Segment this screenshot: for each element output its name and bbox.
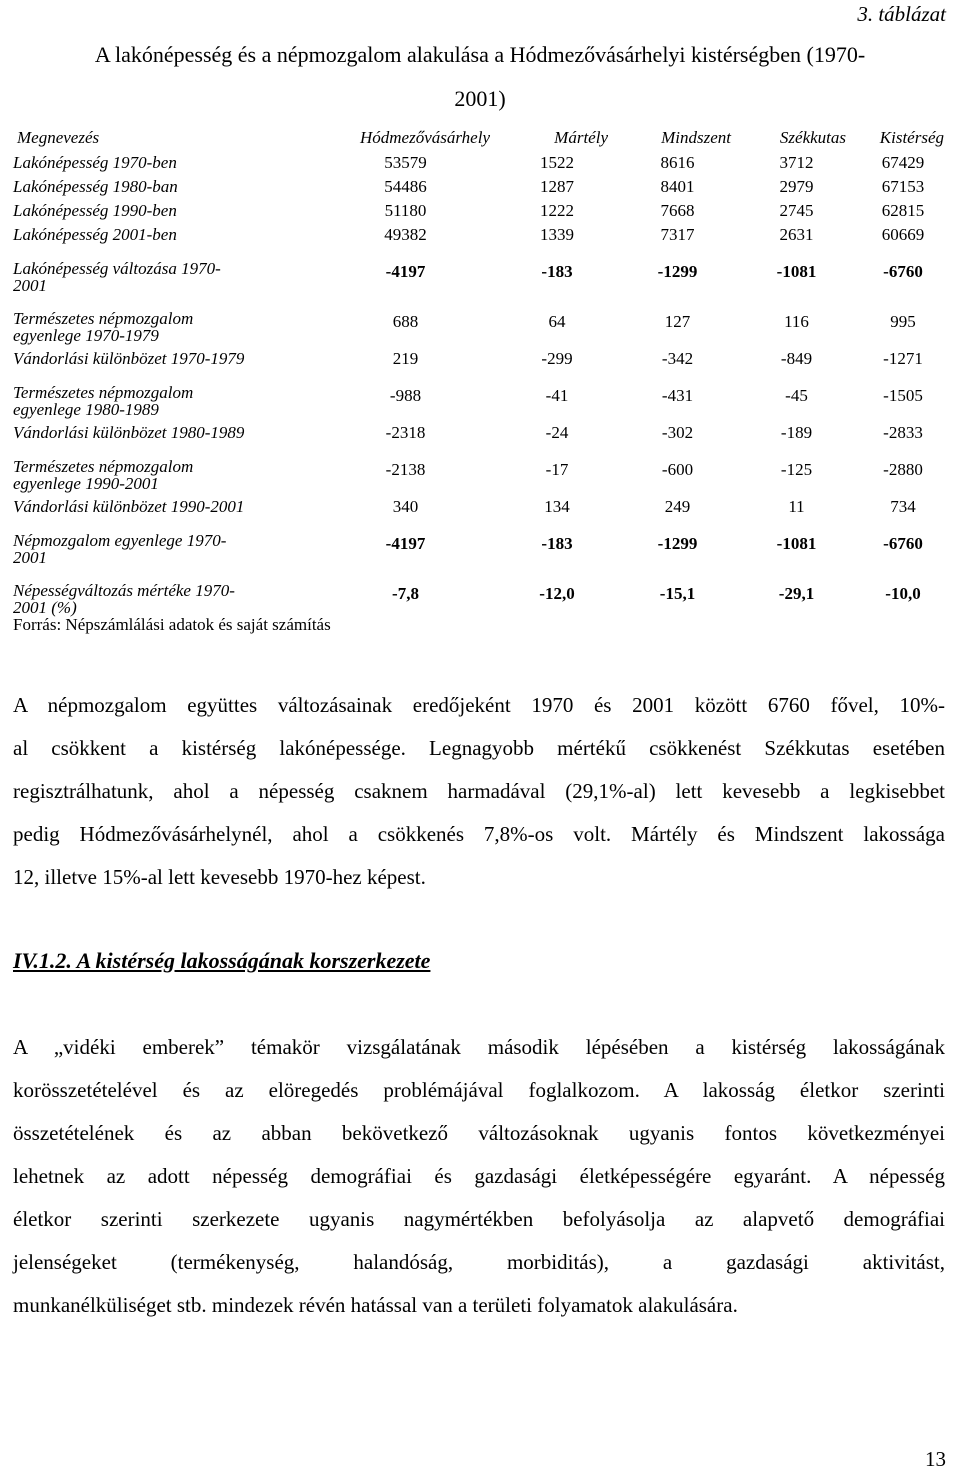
table-row xyxy=(9,174,952,198)
table-cell: 1287 xyxy=(540,176,574,196)
text-line: összetételének és az abban bekövetkező változásoknak ugyanis fontos következményei xyxy=(13,1121,945,1145)
table-cell: -4197 xyxy=(385,261,426,281)
table-cell: 116 xyxy=(784,311,809,331)
table-cell: -29,1 xyxy=(778,583,815,603)
table-cell: -1271 xyxy=(883,348,923,368)
section-heading: IV.1.2. A kistérség lakosságának korszerkezete xyxy=(13,948,431,973)
table-source-note: Forrás: Népszámlálási adatok és saját számítás xyxy=(13,615,331,634)
table-title-line-1: A lakónépesség és a népmozgalom alakulása a Hódmezővásárhelyi kistérségben (1970- xyxy=(94,42,866,67)
table-cell: 340 xyxy=(392,496,419,516)
table-cell: -849 xyxy=(780,348,813,368)
table-cell: 219 xyxy=(392,348,419,368)
row-label: Vándorlási különbözet 1980-1989 xyxy=(13,422,245,442)
table-row xyxy=(9,494,952,518)
table-cell: -6760 xyxy=(883,261,923,281)
row-label: Természetes népmozgalom egyenlege 1970-1979 xyxy=(13,309,194,345)
table-cell: -600 xyxy=(661,459,694,479)
row-label: Lakónépesség változása 1970- 2001 xyxy=(13,259,221,295)
text-line: jelenségeket (termékenység, halandóság, morbiditás), a gazdasági aktivitást, xyxy=(13,1250,945,1274)
table-cell: 67429 xyxy=(881,152,925,172)
table-cell: -125 xyxy=(780,459,813,479)
text-line: al csökkent a kistérség lakónépessége. Legnagyobb mértékű csökkenést Székkutas esetében xyxy=(13,736,945,760)
table-cell: 67153 xyxy=(881,176,925,196)
table-cell: 2745 xyxy=(779,200,814,220)
table-cell: -4197 xyxy=(385,533,426,553)
table-cell: 249 xyxy=(664,496,691,516)
table-cell: -2138 xyxy=(385,459,426,479)
table-cell: 62815 xyxy=(881,200,925,220)
row-label: Lakónépesség 1970-ben xyxy=(13,152,177,172)
table-cell: -299 xyxy=(541,348,573,368)
table-cell: 51180 xyxy=(384,200,427,220)
table-cell: 995 xyxy=(890,311,916,331)
table-cell: -12,0 xyxy=(539,583,575,603)
table-cell: -183 xyxy=(541,261,573,281)
table-cell: -302 xyxy=(661,422,694,442)
table-cell: -1299 xyxy=(657,261,698,281)
text-line: 12, illetve 15%-al lett kevesebb 1970-hez képest. xyxy=(13,865,426,889)
row-label: Vándorlási különbözet 1990-2001 xyxy=(13,496,245,516)
header-cell: Hódmezővásárhely xyxy=(360,127,490,147)
text-line: pedig Hódmezővásárhelynél, ahol a csökkenés 7,8%-os volt. Mártély és Mindszent lakossága xyxy=(13,822,945,846)
table-cell: 2979 xyxy=(779,176,814,196)
table-cell: -10,0 xyxy=(885,583,921,603)
table-cell: -41 xyxy=(545,385,569,405)
text-line: A „vidéki emberek” témakör vizsgálatának második lépésében a kistérség lakosságának xyxy=(13,1035,945,1059)
table-row xyxy=(9,150,952,174)
table-row xyxy=(9,568,952,618)
table-cell: 7317 xyxy=(660,224,695,244)
table-cell: 64 xyxy=(548,311,566,331)
header-cell: Mindszent xyxy=(661,127,731,147)
table-row xyxy=(9,518,952,568)
table-cell: 134 xyxy=(544,496,570,516)
table-row xyxy=(9,198,952,222)
text-line: munkanélküliséget stb. mindezek révén hatással van a területi folyamatok alakulására. xyxy=(13,1293,738,1317)
paragraph-population-change xyxy=(13,684,945,899)
paragraph-age-structure xyxy=(13,1026,945,1327)
table-cell: 127 xyxy=(664,311,691,331)
table-header-row xyxy=(9,124,952,150)
table-row xyxy=(9,346,952,370)
page-number: 13 xyxy=(925,1447,946,1471)
table-cell: -2318 xyxy=(385,422,426,442)
table-cell: -988 xyxy=(389,385,422,405)
table-cell: 688 xyxy=(392,311,419,331)
table-cell: 8401 xyxy=(660,176,695,196)
text-line: lehetnek az adott népesség demográfiai és gazdasági életképességére egyaránt. A népesség xyxy=(13,1164,945,1188)
table-row xyxy=(9,420,952,444)
table-cell: 53579 xyxy=(384,152,427,172)
row-label: Lakónépesség 2001-ben xyxy=(13,224,177,244)
table-row xyxy=(9,444,952,494)
population-table xyxy=(9,124,952,618)
header-cell: Megnevezés xyxy=(17,127,100,147)
row-label: Természetes népmozgalom egyenlege 1990-2001 xyxy=(13,457,194,493)
text-line: életkor szerinti szerkezete ugyanis nagymértékben befolyásolja az alapvető demográfiai xyxy=(13,1207,945,1231)
table-cell: -15,1 xyxy=(659,583,696,603)
table-cell: 2631 xyxy=(779,224,814,244)
row-label: Népmozgalom egyenlege 1970- 2001 xyxy=(13,531,227,567)
text-line: korösszetételével és az elöregedés problémájával foglalkozom. A lakosság életkor szerinti xyxy=(13,1078,945,1102)
row-label: Lakónépesség 1980-ban xyxy=(13,176,178,196)
table-cell: -189 xyxy=(780,422,813,442)
table-cell: -1299 xyxy=(657,533,698,553)
header-cell: Kistérség xyxy=(879,127,944,147)
table-title-line-2: 2001) xyxy=(454,86,506,111)
table-row xyxy=(9,222,952,246)
table-cell: -1505 xyxy=(883,385,923,405)
table-cell: -45 xyxy=(785,385,808,405)
row-label: Népességváltozás mértéke 1970- 2001 (%) xyxy=(13,581,235,617)
table-label: 3. táblázat xyxy=(857,2,946,26)
table-cell: -431 xyxy=(661,385,694,405)
table-cell: -342 xyxy=(661,348,694,368)
table-cell: -2880 xyxy=(883,459,923,479)
table-cell: -1081 xyxy=(776,261,817,281)
table-cell: -17 xyxy=(545,459,569,479)
text-line: A népmozgalom együttes változásainak eredőjeként 1970 és 2001 között 6760 fővel, 10%- xyxy=(13,693,945,717)
table-cell: 1222 xyxy=(540,200,574,220)
table-row xyxy=(9,296,952,346)
text-line: regisztrálhatunk, ahol a népesség csaknem harmadával (29,1%-al) lett kevesebb a legkisebbet xyxy=(13,779,945,803)
table-cell: 11 xyxy=(788,496,805,516)
table-cell: 60669 xyxy=(881,224,925,244)
row-label: Természetes népmozgalom egyenlege 1980-1989 xyxy=(13,383,194,419)
table-cell: 7668 xyxy=(660,200,695,220)
header-cell: Mártély xyxy=(554,127,608,147)
table-cell: -6760 xyxy=(883,533,923,553)
table-cell: 8616 xyxy=(660,152,695,172)
table-cell: 734 xyxy=(890,496,916,516)
table-cell: -24 xyxy=(545,422,569,442)
table-row xyxy=(9,246,952,296)
table-cell: 1522 xyxy=(540,152,574,172)
row-label: Lakónépesség 1990-ben xyxy=(13,200,177,220)
header-cell: Székkutas xyxy=(779,127,846,147)
table-cell: 49382 xyxy=(384,224,427,244)
table-cell: -2833 xyxy=(883,422,923,442)
table-cell: -183 xyxy=(541,533,573,553)
table-cell: 3712 xyxy=(779,152,814,172)
table-row xyxy=(9,370,952,420)
row-label: Vándorlási különbözet 1970-1979 xyxy=(13,348,245,368)
table-cell: -7,8 xyxy=(392,583,419,603)
table-cell: 1339 xyxy=(540,224,574,244)
table-cell: -1081 xyxy=(776,533,817,553)
table-cell: 54486 xyxy=(384,176,427,196)
